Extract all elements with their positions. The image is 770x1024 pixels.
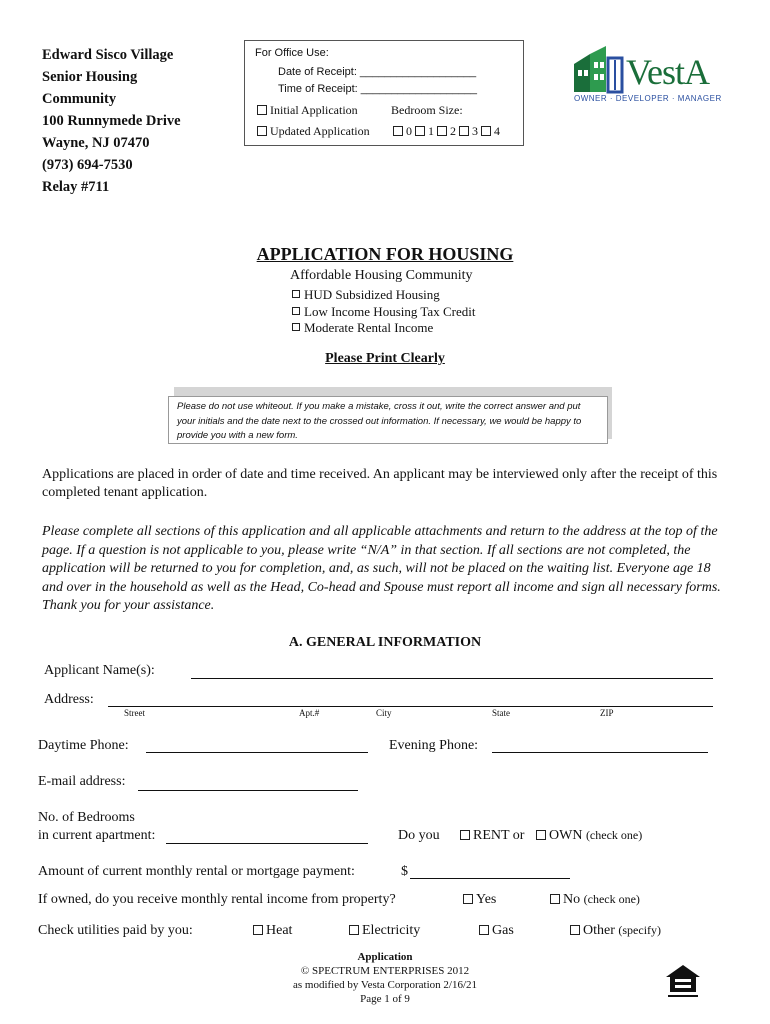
bedroom-0-checkbox[interactable] <box>393 126 403 136</box>
page-footer <box>0 950 770 1006</box>
initial-application-checkbox[interactable] <box>257 105 267 115</box>
applicant-names-label: Applicant Name(s): <box>44 663 155 678</box>
footer-copyright: © SPECTRUM ENTERPRISES 2012 <box>300 965 470 977</box>
subtitle: Affordable Housing Community <box>290 268 473 283</box>
amount-field[interactable] <box>410 878 570 879</box>
address-line: 100 Runnymede Drive <box>42 113 181 129</box>
bedroom-1-checkbox[interactable] <box>415 126 425 136</box>
dollar-sign: $ <box>401 864 408 879</box>
other-checkbox[interactable] <box>570 925 580 935</box>
initial-application-option[interactable]: Initial Application <box>257 103 358 118</box>
footer-modified: as modified by Vesta Corporation 2/16/21 <box>292 979 478 991</box>
bedrooms-field[interactable] <box>166 843 368 844</box>
bedroom-3-checkbox[interactable] <box>459 126 469 136</box>
heat-checkbox[interactable] <box>253 925 263 935</box>
apt-caption: Apt.# <box>299 708 320 718</box>
page-title: APPLICATION FOR HOUSING <box>256 244 514 264</box>
office-use-box <box>244 40 524 146</box>
print-clearly: Please Print Clearly <box>325 351 445 366</box>
address-label: Address: <box>44 692 94 707</box>
street-caption: Street <box>124 708 145 718</box>
footer-application: Application <box>357 951 413 963</box>
program-options <box>292 287 475 337</box>
daytime-phone-label: Daytime Phone: <box>38 738 129 753</box>
amount-label: Amount of current monthly rental or mortgage payment: <box>38 864 355 879</box>
rent-checkbox[interactable] <box>460 830 470 840</box>
date-of-receipt: Date of Receipt: ___________________ <box>278 66 477 78</box>
gas-checkbox[interactable] <box>479 925 489 935</box>
no-option[interactable]: No (check one) <box>550 892 640 908</box>
property-address <box>42 44 181 198</box>
instructions-paragraph: Please complete all sections of this application and all applicable attachments and return to the address at the top of the page. If a question is not applicable to you, please write “N/A” in that section. If all sections are not completed, the application will be returned to you for completion, and, as such, will not be placed on the waiting list. Everyone age 18 and over in the household as well as the Head, Co-head and Spouse must report all income and sign all necessary forms. Thank you for your assistance. <box>42 524 721 613</box>
own-checkbox[interactable] <box>536 830 546 840</box>
address-line: (973) 694-7530 <box>42 157 133 173</box>
program-option[interactable]: Low Income Housing Tax Credit <box>292 304 475 321</box>
email-field[interactable] <box>138 790 358 791</box>
address-line: Edward Sisco Village <box>42 47 174 63</box>
yes-option[interactable]: Yes <box>463 892 496 908</box>
gas-option[interactable]: Gas <box>479 923 514 939</box>
updated-application-checkbox[interactable] <box>257 126 267 136</box>
do-you-label: Do you <box>398 828 440 843</box>
electricity-option[interactable]: Electricity <box>349 923 420 939</box>
vesta-logo <box>572 42 732 106</box>
bedrooms-label-2: in current apartment: <box>38 828 156 843</box>
state-caption: State <box>492 708 510 718</box>
city-caption: City <box>376 708 392 718</box>
evening-phone-label: Evening Phone: <box>389 738 479 753</box>
time-of-receipt: Time of Receipt: ___________________ <box>278 83 477 95</box>
program-checkbox[interactable] <box>292 323 300 331</box>
program-option[interactable]: Moderate Rental Income <box>292 320 475 337</box>
utilities-label: Check utilities paid by you: <box>38 923 193 938</box>
equal-housing-opportunity-icon <box>664 962 702 1000</box>
yes-checkbox[interactable] <box>463 894 473 904</box>
no-checkbox[interactable] <box>550 894 560 904</box>
bedroom-size-options: 0 1 2 3 4 <box>393 124 500 139</box>
if-owned-label: If owned, do you receive monthly rental income from property? <box>38 892 396 907</box>
logo-tagline: OWNER · DEVELOPER · MANAGER <box>574 94 722 103</box>
other-option[interactable]: Other (specify) <box>570 923 661 939</box>
heat-option[interactable]: Heat <box>253 923 292 939</box>
whiteout-note: Please do not use whiteout. If you make a mistake, cross it out, write the correct answer and put your initials and the date next to the crossed out information. If necessary, we would be happy to provide you with a new form. <box>168 396 608 444</box>
applicant-names-field[interactable] <box>191 678 713 679</box>
daytime-phone-field[interactable] <box>146 752 368 753</box>
bedroom-4-checkbox[interactable] <box>481 126 491 136</box>
office-use-title: For Office Use: <box>255 47 329 59</box>
evening-phone-field[interactable] <box>492 752 708 753</box>
address-line: Wayne, NJ 07470 <box>42 135 150 151</box>
intro-paragraph: Applications are placed in order of date and time received. An applicant may be interviewed only after the receipt of this completed tenant application. <box>42 467 718 500</box>
electricity-checkbox[interactable] <box>349 925 359 935</box>
bedroom-size-label: Bedroom Size: <box>391 103 463 117</box>
updated-application-option[interactable]: Updated Application <box>257 124 370 139</box>
bedrooms-label-1: No. of Bedrooms <box>38 810 135 825</box>
rent-option[interactable]: RENT or <box>460 828 524 844</box>
address-line: Senior Housing <box>42 69 138 85</box>
email-label: E-mail address: <box>38 774 126 789</box>
logo-wordmark: VestA <box>626 52 709 92</box>
program-option[interactable]: HUD Subsidized Housing <box>292 287 475 304</box>
program-checkbox[interactable] <box>292 290 300 298</box>
footer-page-number: Page 1 of 9 <box>360 993 410 1005</box>
address-line: Relay #711 <box>42 179 110 195</box>
address-line: Community <box>42 91 117 107</box>
own-option[interactable]: OWN (check one) <box>536 828 642 844</box>
address-field[interactable] <box>108 706 713 707</box>
bedroom-2-checkbox[interactable] <box>437 126 447 136</box>
section-a-heading: A. GENERAL INFORMATION <box>288 635 482 650</box>
program-checkbox[interactable] <box>292 307 300 315</box>
zip-caption: ZIP <box>600 708 614 718</box>
